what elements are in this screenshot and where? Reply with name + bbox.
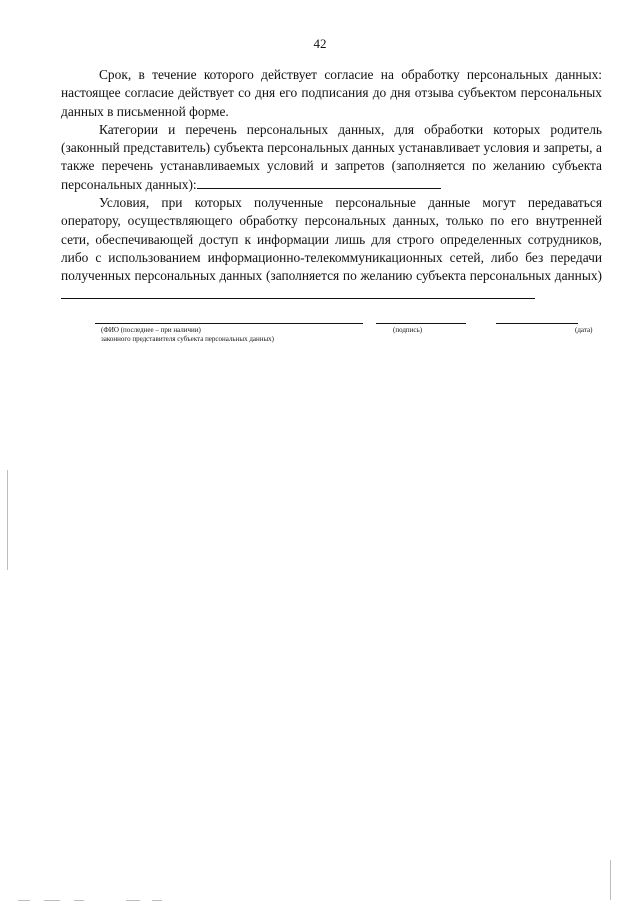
paragraph-transfer-conditions xyxy=(61,194,602,304)
date-line[interactable] xyxy=(496,323,578,324)
paragraph-consent-term-text: Срок, в течение которого действует согласие на обработку персональных данных: настоящее согласие действует со дня его подписания до дня отзыва субъектом персональных данных в письменной форме. xyxy=(61,67,602,119)
scan-artifact-bottom-dash-3 xyxy=(74,900,84,901)
fio-signature-line[interactable] xyxy=(95,323,363,324)
paragraph-data-categories-text: Категории и перечень персональных данных, для обработки которых родитель (законный представитель) субъекта персональных данных устанавливает условия и запреты, а также перечень устанавливаемых условий и запретов (заполняется по желанию субъекта персональных данных): xyxy=(61,121,602,192)
data-categories-fill-line[interactable] xyxy=(197,176,441,189)
scan-artifact-bottom-dash-5 xyxy=(152,900,162,901)
page-number: 42 xyxy=(313,36,327,51)
date-caption: (дата) xyxy=(575,326,593,334)
scan-artifact-bottom-dash-2 xyxy=(44,900,60,901)
paragraph-data-categories xyxy=(61,121,602,194)
fio-caption: (ФИО (последнее – при наличии) xyxy=(101,326,201,334)
document-body xyxy=(61,66,602,304)
transfer-conditions-fill-line[interactable] xyxy=(61,286,535,299)
signature-line[interactable] xyxy=(376,323,466,324)
scan-artifact-bottom-dash-4 xyxy=(126,900,140,901)
paragraph-consent-term xyxy=(61,66,602,121)
signature-caption: (подпись) xyxy=(393,326,423,334)
fio-caption-line2: законного представителя субъекта персональных данных) xyxy=(101,335,275,343)
scan-artifact-bottom-dash-1 xyxy=(18,900,30,901)
paragraph-transfer-conditions-text: Условия, при которых полученные персональные данные могут передаваться оператору, осуществляющего обработку персональных данных, только по его внутренней сети, обеспечивающей доступ к информации лишь для строго определенных сотрудников, либо с использованием информационно-телекоммуникационных сетей, либо без передачи полученных персональных данных (заполняется по желанию субъекта персональных данных) xyxy=(61,195,602,284)
scan-artifact-right-edge xyxy=(610,860,611,900)
scan-artifact-left-edge xyxy=(7,470,8,570)
